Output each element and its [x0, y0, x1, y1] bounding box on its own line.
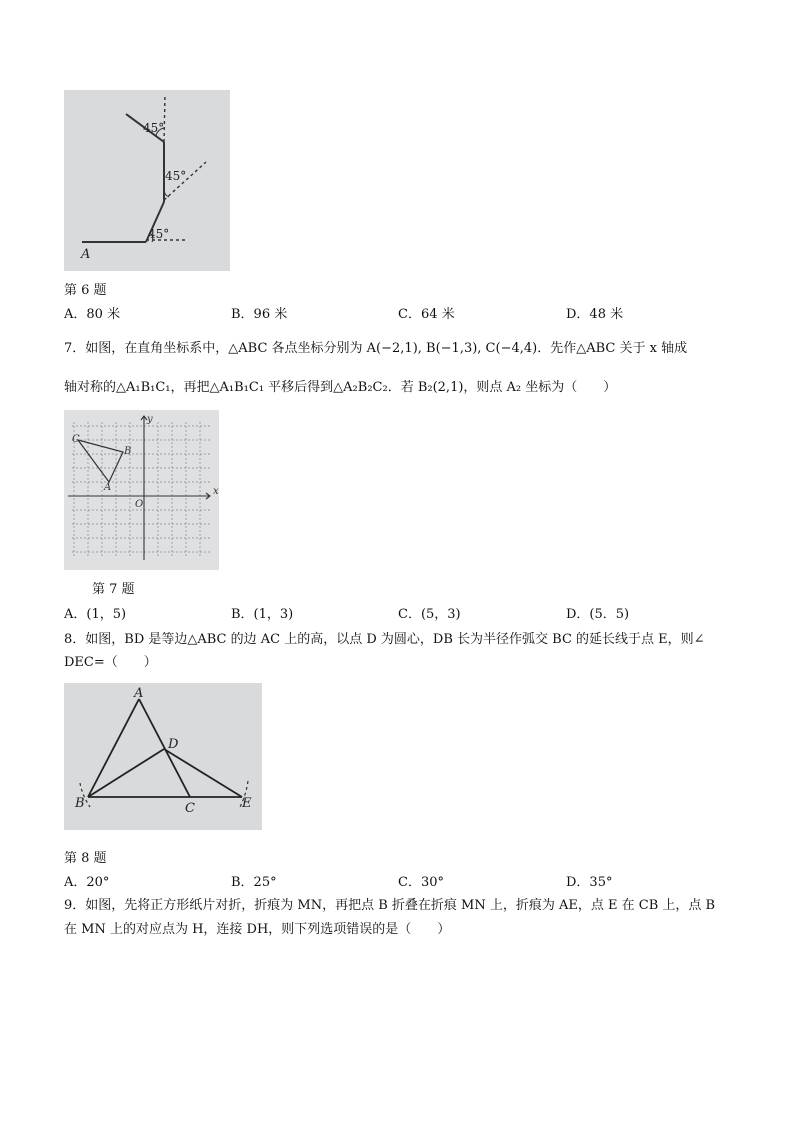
q6-caption: 第 6 题 — [64, 283, 107, 298]
q7-text-line-2: 轴对称的△A₁B₁C₁，再把△A₁B₁C₁ 平移后得到△A₂B₂C₂．若 B₂(2,1)，则点 A₂ 坐标为（ ） — [64, 380, 617, 395]
q6-options — [64, 303, 704, 321]
q8-caption: 第 8 题 — [64, 851, 107, 866]
q7-text-line-1: 7．如图，在直角坐标系中，△ABC 各点坐标分别为 A(−2,1), B(−1,3), C(−4,4)．先作△ABC 关于 x 轴成 — [64, 341, 688, 356]
q7-origin-label: O — [135, 499, 144, 510]
q8-option-a[interactable]: A．20° — [64, 875, 110, 890]
q7-option-c[interactable]: C．(5，3) — [398, 607, 461, 622]
q6-angle-label-2: 45° — [165, 169, 187, 183]
q8-option-d[interactable]: D．35° — [566, 875, 613, 890]
q6-option-d[interactable]: D．48 米 — [566, 307, 624, 322]
q6-angle-label-1: 45° — [148, 227, 170, 241]
q7-point-a-label: A — [104, 482, 112, 493]
q7-option-d[interactable]: D．(5．5) — [566, 607, 630, 622]
q8-point-d-label: D — [168, 737, 179, 752]
q7-option-a[interactable]: A．(1，5) — [64, 607, 127, 622]
q6-diagram — [64, 90, 230, 271]
q8-triangle-diagram — [64, 683, 262, 830]
q7-point-c-label: C — [72, 434, 80, 445]
q8-option-c[interactable]: C．30° — [398, 875, 444, 890]
q6-option-b[interactable]: B．96 米 — [231, 307, 288, 322]
q7-caption: 第 7 题 — [92, 582, 135, 597]
q8-point-c-label: C — [185, 801, 195, 816]
q6-figure — [64, 90, 230, 271]
q8-figure — [64, 683, 262, 830]
q6-point-label-a: A — [81, 247, 91, 262]
q6-option-a[interactable]: A．80 米 — [64, 307, 121, 322]
q8-point-b-label: B — [75, 796, 85, 811]
q6-angle-label-3: 45° — [143, 121, 165, 135]
q8-point-e-label: E — [242, 796, 252, 811]
q7-x-axis-label: x — [213, 486, 219, 497]
q9-text-line-1: 9．如图，先将正方形纸片对折，折痕为 MN，再把点 B 折叠在折痕 MN 上，折痕为 AE，点 E 在 CB 上，点 B — [64, 898, 716, 913]
q8-option-b[interactable]: B．25° — [231, 875, 277, 890]
q7-y-axis-label: y — [147, 414, 153, 425]
q9-text-line-2: 在 MN 上的对应点为 H，连接 DH，则下列选项错误的是（ ） — [64, 922, 451, 937]
q7-point-b-label: B — [124, 446, 132, 457]
q6-option-c[interactable]: C．64 米 — [398, 307, 455, 322]
q7-figure — [64, 410, 219, 570]
q8-point-a-label: A — [134, 686, 144, 701]
q7-option-b[interactable]: B．(1，3) — [231, 607, 294, 622]
q8-text-line-2: DEC=（ ） — [64, 655, 157, 670]
q8-options — [64, 871, 704, 889]
q8-text-line-1: 8．如图，BD 是等边△ABC 的边 AC 上的高，以点 D 为圆心，DB 长为半径作弧交 BC 的延长线于点 E，则∠ — [64, 632, 705, 647]
q7-options — [64, 603, 704, 621]
q7-grid-diagram — [64, 410, 219, 570]
